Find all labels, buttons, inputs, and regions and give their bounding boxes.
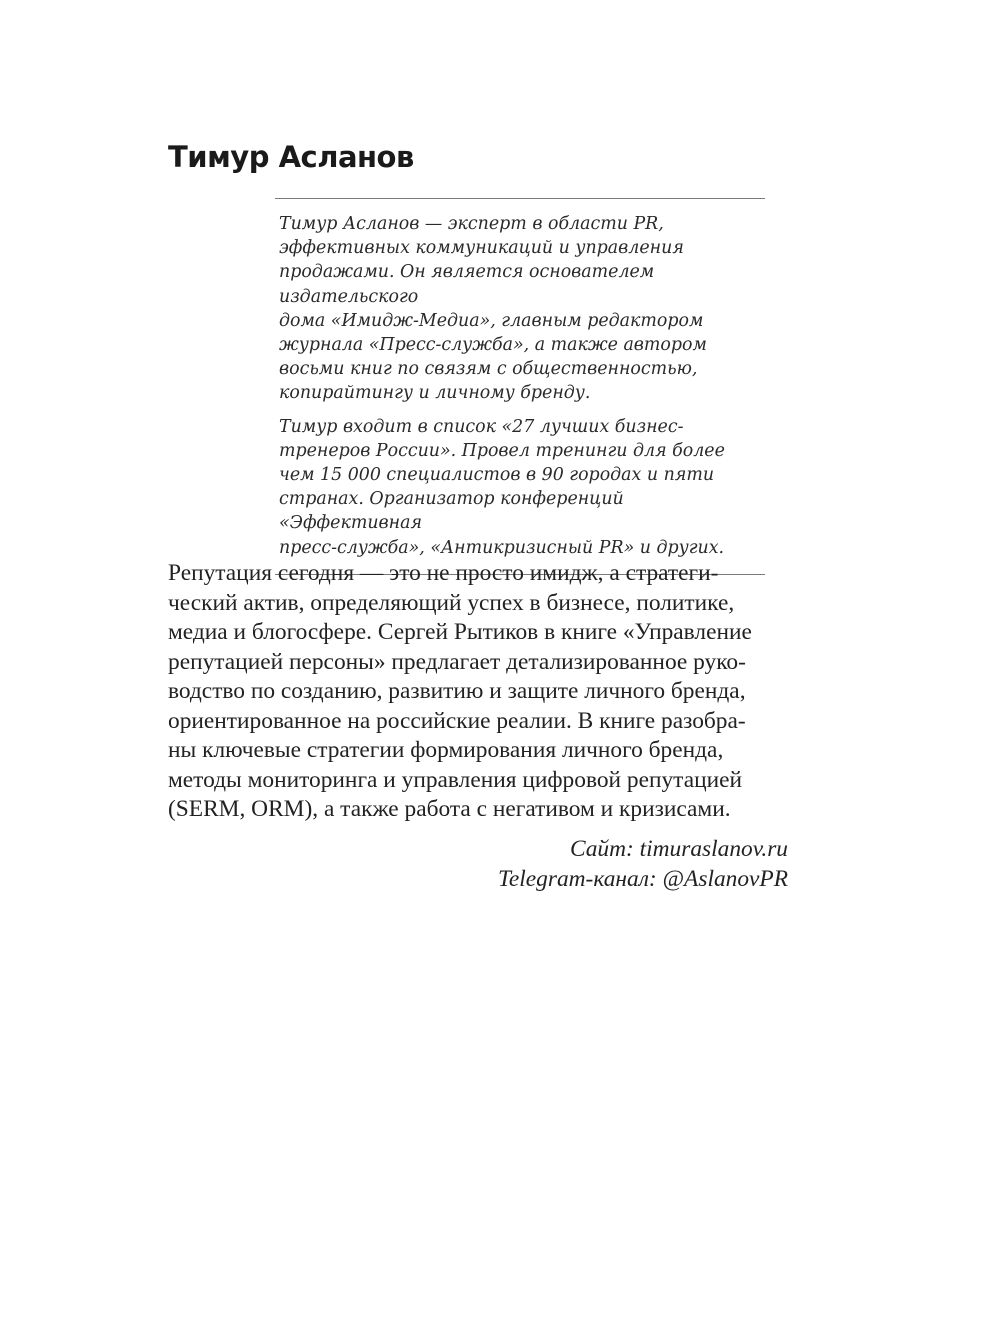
bio-paragraph: Тимур входит в список «27 лучших бизнес- тренеров России». Провел тренинги для более чем 15 000 специалистов в 90 городах и пяти странах. Организатор конференций «Эффективная пресс-служба», «Антикризисный PR» и других.: [279, 416, 725, 558]
website-link[interactable]: Сайт: timuraslanov.ru: [569, 836, 788, 862]
author-bio-box: [275, 198, 765, 575]
book-review-text: Репутация сегодня — это не просто имидж, а стратеги- ческий актив, определяющий успех в бизнесе, политике, медиа и блогосфере. Сергей Рытиков в книге «Управление репутацией персоны» предлагает детализированное руко- водство по созданию, развитию и защите личного бренда, ориентированное на российские реалии. В книге разобра- ны ключевые стратегии формирования личного бренда, методы мониторинга и управления цифровой репутацией (SERM, ORM), а также работа с негативом и кризисами.: [168, 560, 752, 822]
author-name: Тимур Асланов: [168, 140, 414, 174]
bio-paragraph: Тимур Асланов — эксперт в области PR, эффективных коммуникаций и управления продажами. Он является основателем издательского дома «Имидж-Медиа», главным редактором журнала «Пресс-служба», а также автором восьми книг по связям с общественностью, копирайтингу и личному бренду.: [279, 214, 707, 404]
author-contacts: [498, 834, 788, 894]
telegram-channel-link[interactable]: Telegram-канал: @AslanovPR: [498, 866, 788, 892]
